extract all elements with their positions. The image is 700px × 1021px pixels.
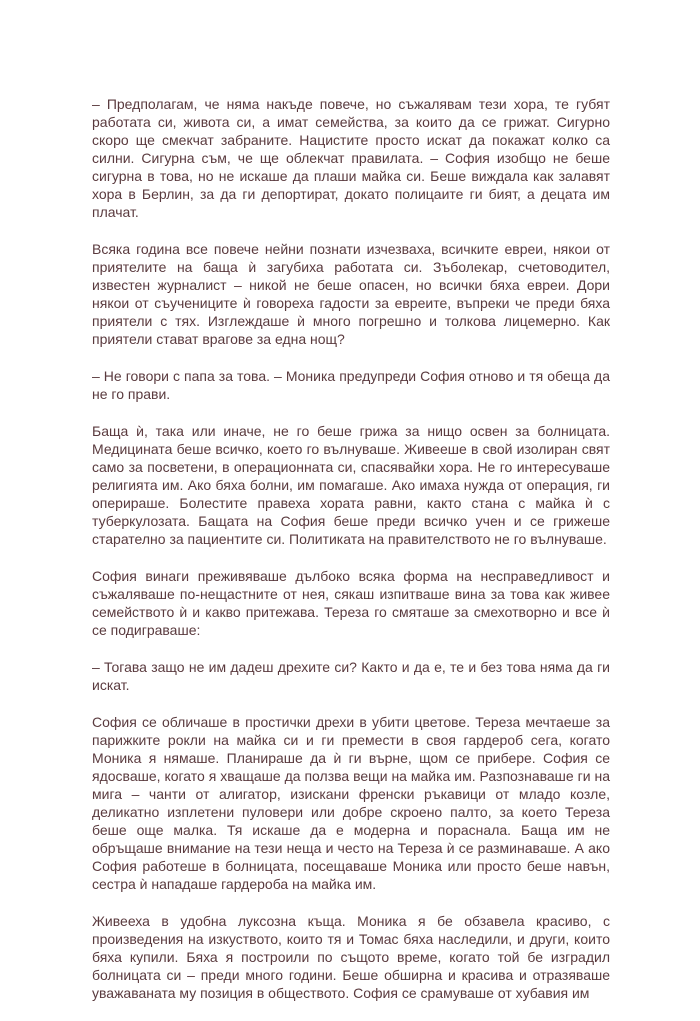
paragraph-5: София винаги преживяваше дълбоко всяка форма на несправедливост и съжаляваше по-нещастните от нея, сякаш изпитваше вина за това как живее семейството ѝ и какво притежава. Тереза го смяташе за смехотворно и все ѝ се подиграваше: <box>92 568 610 638</box>
paragraph-6: – Тогава защо не им дадеш дрехите си? Както и да е, те и без това няма да ги искат. <box>92 659 610 693</box>
paragraph-4: Баща ѝ, така или иначе, не го беше грижа за нищо освен за болницата. Медицината беше всичко, което го вълнуваше. Живееше в свой изолиран свят само за посветени, в операционната си, спасявайки хора. Не го интересуваше религията им. Ако бяха болни, им помагаше. Ако имаха нужда от операция, ги оперираше. Болестите правеха хората равни, както стана с майка ѝ с туберкулозата. Бащата на София беше преди всичко учен и се грижеше старателно за пациентите си. Политиката на правителството не го вълнуваше. <box>92 423 610 547</box>
paragraph-1: – Предполагам, че няма накъде повече, но съжалявам тези хора, те губят работата си, живота си, а имат семейства, за които да се грижат. Сигурно скоро ще смекчат забраните. Нацистите просто искат да покажат колко са силни. Сигурна съм, че ще облекчат правилата. – София изобщо не беше сигурна в това, но не искаше да плаши майка си. Беше виждала как залавят хора в Берлин, за да ги депортират, докато полицаите ги бият, а децата им плачат. <box>92 96 610 220</box>
paragraph-8: Живееха в удобна луксозна къща. Моника я бе обзавела красиво, с произведения на изкуството, които тя и Томас бяха наследили, и други, които бяха купили. Бяха я построили по същото време, когато той бе изградил болницата си – преди много години. Беше обширна и красива и отразяваше уважаваната му позиция в обществото. София се срамуваше от хубавия им <box>92 913 610 1001</box>
paragraph-3: – Не говори с папа за това. – Моника предупреди София отново и тя обеща да не го прави. <box>92 368 610 402</box>
paragraph-2: Всяка година все повече нейни познати изчезваха, всичките евреи, някои от приятелите на баща ѝ загубиха работата си. Зъболекар, счетоводител, известен журналист – никой не беше опасен, но всички бяха евреи. Дори някои от съучениците ѝ говореха гадости за евреите, въпреки че преди бяха приятели с тях. Изглеждаше ѝ много погрешно и толкова лицемерно. Как приятели стават врагове за една нощ? <box>92 241 610 347</box>
document-page <box>92 95 610 1021</box>
paragraph-7: София се обличаше в простички дрехи в убити цветове. Тереза мечтаеше за парижките рокли на майка си и ги премести в своя гардероб сега, когато Моника я нямаше. Планираше да ѝ ги върне, щом се прибере. София се ядосваше, когато я хващаше да ползва вещи на майка им. Разпознаваше ги на мига – чанти от алигатор, изискани френски ръкавици от младо козле, деликатно изплетени пуловери или добре скроено палто, за което Тереза беше още малка. Тя искаше да е модерна и порасналa. Баща им не обръщаше внимание на тези неща и често на Тереза ѝ се разминаваше. А ако София работеше в болницата, посещаваше Моника или просто беше навън, сестра ѝ нападаше гардероба на майка им. <box>92 714 610 892</box>
